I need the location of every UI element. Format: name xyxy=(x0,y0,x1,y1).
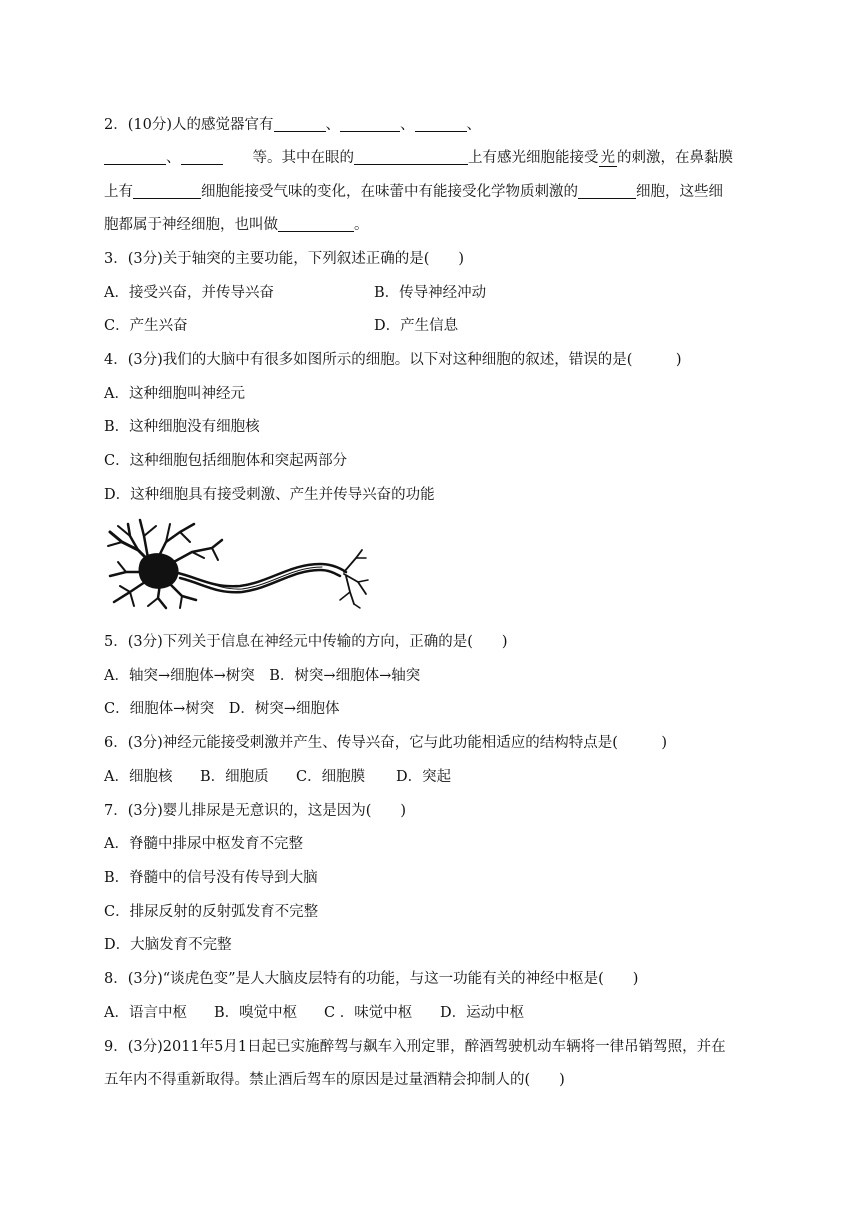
q2-line-4: 胞都属于神经细胞，也叫做 。 xyxy=(104,217,369,233)
q6-option-b[interactable]: B．细胞质 xyxy=(200,769,269,785)
q2-blank-9[interactable] xyxy=(278,215,354,232)
q3-option-d[interactable]: D．产生信息 xyxy=(374,318,459,334)
q2-line-2: 、 等。其中在眼的 上有感光细胞能接受 光 的刺激，在鼻黏膜 xyxy=(104,146,733,167)
q8-option-c[interactable]: C ．味觉中枢 xyxy=(324,1005,413,1021)
q7-option-c[interactable]: C．排尿反射的反射弧发育不完整 xyxy=(104,904,319,920)
q3-option-c[interactable]: C．产生兴奋 xyxy=(104,318,188,334)
q7-option-a[interactable]: A．脊髓中排尿中枢发育不完整 xyxy=(104,836,303,852)
q2-blank-1[interactable] xyxy=(274,115,326,132)
neuron-figure xyxy=(100,512,370,612)
q2-line-1: 2．(10分)人的感觉器官有 、 、 、 xyxy=(104,117,481,133)
q8-stem: 8．(3分)“谈虎色变”是人大脑皮层特有的功能，与这一功能有关的神经中枢是( ) xyxy=(104,971,639,987)
q8-option-b[interactable]: B．嗅觉中枢 xyxy=(214,1005,298,1021)
q2-blank-4[interactable] xyxy=(104,148,166,165)
q6-stem: 6．(3分)神经元能接受刺激并产生、传导兴奋，它与此功能相适应的结构特点是( ) xyxy=(104,735,668,751)
cell-body xyxy=(139,553,179,589)
q3-option-a[interactable]: A．接受兴奋，并传导兴奋 xyxy=(104,285,274,301)
q7-option-d[interactable]: D．大脑发育不完整 xyxy=(104,937,232,953)
q2-filled-answer: 光 xyxy=(600,150,615,166)
q4-option-a[interactable]: A．这种细胞叫神经元 xyxy=(104,386,245,402)
q9-stem-line-2: 五年内不得重新取得。禁止酒后驾车的原因是过量酒精会抑制人的( ) xyxy=(104,1072,565,1088)
q5-stem: 5．(3分)下列关于信息在神经元中传输的方向，正确的是( ) xyxy=(104,634,508,650)
q6-options xyxy=(104,765,451,786)
q2-blank-2[interactable] xyxy=(340,115,400,132)
q6-option-a[interactable]: A．细胞核 xyxy=(104,769,173,785)
q3-stem: 3．(3分)关于轴突的主要功能，下列叙述正确的是( ) xyxy=(104,251,465,267)
q8-options xyxy=(104,1001,524,1022)
q4-option-c[interactable]: C．这种细胞包括细胞体和突起两部分 xyxy=(104,453,348,469)
q4-option-d[interactable]: D．这种细胞具有接受刺激、产生并传导兴奋的功能 xyxy=(104,487,435,503)
q2-blank-8[interactable] xyxy=(578,182,636,199)
q6-option-c[interactable]: C．细胞膜 xyxy=(296,769,366,785)
q4-option-b[interactable]: B．这种细胞没有细胞核 xyxy=(104,419,260,435)
q2-blank-7[interactable] xyxy=(133,182,201,199)
q7-stem: 7．(3分)婴儿排尿是无意识的，这是因为( ) xyxy=(104,803,407,819)
q5-options-line-2[interactable]: C．细胞体→树突 D．树突→细胞体 xyxy=(104,701,340,717)
q2-blank-6[interactable] xyxy=(354,148,468,165)
q6-option-d[interactable]: D．突起 xyxy=(396,769,452,785)
q2-line-3: 上有 细胞能接受气味的变化，在味蕾中有能接受化学物质刺激的 细胞，这些细 xyxy=(104,184,723,200)
q2-blank-5[interactable] xyxy=(181,148,223,165)
q4-stem: 4．(3分)我们的大脑中有很多如图所示的细胞。以下对这种细胞的叙述，错误的是( ) xyxy=(104,352,682,368)
q2-blank-3[interactable] xyxy=(415,115,467,132)
q7-option-b[interactable]: B．脊髓中的信号没有传导到大脑 xyxy=(104,870,318,886)
q3-option-b[interactable]: B．传导神经冲动 xyxy=(374,285,487,301)
q8-option-d[interactable]: D．运动中枢 xyxy=(440,1005,525,1021)
q9-stem-line-1: 9．(3分)2011年5月1日起已实施醉驾与飙车入刑定罪，醉酒驾驶机动车辆将一律吊销驾照，并在 xyxy=(104,1039,726,1055)
q8-option-a[interactable]: A．语言中枢 xyxy=(104,1005,187,1021)
q2-prefix: 2．(10分)人的感觉器官有 xyxy=(104,117,274,133)
q5-options-line-1[interactable]: A．轴突→细胞体→树突 B．树突→细胞体→轴突 xyxy=(104,668,421,684)
